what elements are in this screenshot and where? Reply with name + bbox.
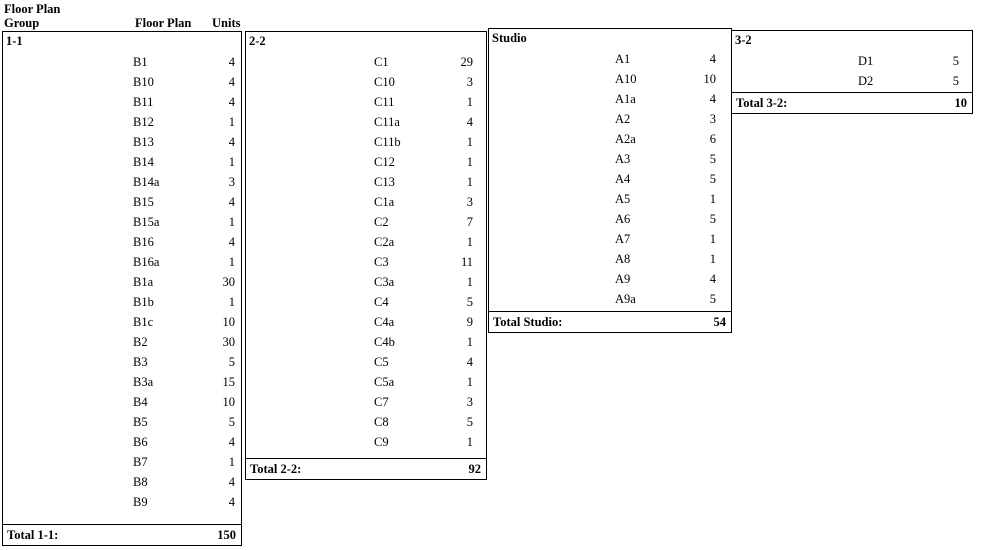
unit-count: 1: [709, 252, 716, 266]
table-row: [489, 229, 733, 249]
floor-plan-name: A3: [615, 152, 631, 166]
floor-plan-name: B15: [133, 195, 154, 209]
unit-count: 5: [952, 74, 959, 88]
group-rows: [3, 52, 243, 512]
unit-count: 1: [709, 192, 716, 206]
floor-plan-name: B1a: [133, 275, 154, 289]
floor-plan-name: B9: [133, 495, 148, 509]
unit-count: 4: [709, 52, 716, 66]
unit-count: 15: [222, 375, 235, 389]
total-value: 150: [217, 528, 236, 542]
floor-plan-name: C1a: [374, 195, 395, 209]
floor-plan-name: B14: [133, 155, 154, 169]
unit-count: 4: [228, 195, 235, 209]
table-row: [3, 432, 243, 452]
floor-plan-name: B7: [133, 455, 148, 469]
floor-plan-name: B8: [133, 475, 148, 489]
table-row: [246, 392, 488, 412]
unit-count: 10: [222, 395, 235, 409]
floor-plan-name: C13: [374, 175, 395, 189]
unit-count: 7: [466, 215, 473, 229]
unit-count: 4: [466, 355, 473, 369]
floor-plan-name: C10: [374, 75, 395, 89]
unit-count: 5: [228, 415, 235, 429]
unit-count: 5: [466, 415, 473, 429]
table-row: [3, 152, 243, 172]
unit-count: 10: [222, 315, 235, 329]
table-row: [246, 372, 488, 392]
floor-plan-name: C3a: [374, 275, 395, 289]
group-total-studio: [488, 311, 732, 333]
table-row: [489, 89, 733, 109]
table-row: [732, 71, 974, 91]
table-row: [246, 432, 488, 452]
table-row: [3, 352, 243, 372]
table-row: [246, 132, 488, 152]
column-header-group-line1: Floor Plan: [4, 2, 61, 16]
floor-plan-name: C7: [374, 395, 389, 409]
floor-plan-name: C4: [374, 295, 389, 309]
floor-plan-name: C5: [374, 355, 389, 369]
unit-count: 3: [466, 395, 473, 409]
unit-count: 3: [709, 112, 716, 126]
floor-plan-name: C4a: [374, 315, 395, 329]
unit-count: 1: [466, 235, 473, 249]
column-header-units: Units: [212, 16, 241, 30]
group-title: 2-2: [249, 34, 266, 48]
unit-count: 4: [228, 435, 235, 449]
floor-plan-name: B10: [133, 75, 154, 89]
unit-count: 4: [228, 495, 235, 509]
table-row: [246, 332, 488, 352]
floor-plan-name: C2a: [374, 235, 395, 249]
table-row: [489, 249, 733, 269]
table-row: [246, 52, 488, 72]
unit-count: 29: [460, 55, 473, 69]
floor-plan-name: A10: [615, 72, 637, 86]
table-row: [489, 209, 733, 229]
unit-count: 1: [228, 455, 235, 469]
table-row: [246, 412, 488, 432]
unit-count: 1: [466, 435, 473, 449]
floor-plan-name: A9: [615, 272, 631, 286]
floor-plan-name: B1c: [133, 315, 154, 329]
total-value: 10: [954, 96, 967, 110]
group-total-3-2: [731, 92, 973, 114]
table-row: [246, 312, 488, 332]
group-block-studio: [488, 28, 732, 313]
table-row: [489, 289, 733, 309]
unit-count: 1: [228, 155, 235, 169]
table-row: [3, 212, 243, 232]
table-row: [3, 112, 243, 132]
unit-count: 5: [466, 295, 473, 309]
table-row: [3, 392, 243, 412]
table-row: [3, 252, 243, 272]
table-row: [3, 52, 243, 72]
table-row: [3, 232, 243, 252]
floor-plan-name: A7: [615, 232, 631, 246]
unit-count: 3: [228, 175, 235, 189]
floor-plan-name: A1: [615, 52, 631, 66]
table-row: [489, 169, 733, 189]
floor-plan-name: C4b: [374, 335, 395, 349]
column-header-floor-plan: Floor Plan: [135, 16, 192, 30]
floor-plan-name: B3: [133, 355, 148, 369]
unit-count: 1: [228, 295, 235, 309]
table-row: [489, 69, 733, 89]
unit-count: 3: [466, 195, 473, 209]
table-row: [246, 192, 488, 212]
unit-count: 11: [460, 255, 473, 269]
floor-plan-name: D1: [858, 54, 874, 68]
total-value: 92: [468, 462, 481, 476]
floor-plan-name: B12: [133, 115, 154, 129]
unit-count: 4: [228, 475, 235, 489]
floor-plan-name: C2: [374, 215, 389, 229]
report-header: [4, 2, 240, 32]
table-row: [246, 172, 488, 192]
table-row: [246, 92, 488, 112]
floor-plan-name: B1b: [133, 295, 154, 309]
floor-plan-name: D2: [858, 74, 874, 88]
unit-count: 1: [466, 275, 473, 289]
group-title: 1-1: [6, 34, 23, 48]
unit-count: 4: [228, 235, 235, 249]
column-header-group-line2: Group: [4, 16, 40, 30]
floor-plan-name: A4: [615, 172, 631, 186]
unit-count: 5: [952, 54, 959, 68]
floor-plan-name: C3: [374, 255, 389, 269]
floor-plan-name: B3a: [133, 375, 154, 389]
floor-plan-name: C9: [374, 435, 389, 449]
table-row: [3, 192, 243, 212]
floor-plan-name: B5: [133, 415, 148, 429]
unit-count: 30: [222, 335, 235, 349]
floor-plan-name: B15a: [133, 215, 160, 229]
floor-plan-name: C11a: [374, 115, 400, 129]
column-header-group: [4, 2, 124, 30]
group-total-2-2: [245, 458, 487, 480]
group-rows: [732, 51, 974, 91]
floor-plan-name: A2: [615, 112, 631, 126]
total-value: 54: [713, 315, 726, 329]
unit-count: 3: [466, 75, 473, 89]
floor-plan-name: A6: [615, 212, 631, 226]
table-row: [246, 72, 488, 92]
table-row: [246, 212, 488, 232]
unit-count: 1: [228, 255, 235, 269]
table-row: [246, 152, 488, 172]
group-block-1-1: [2, 31, 242, 527]
table-row: [3, 292, 243, 312]
unit-count: 1: [228, 115, 235, 129]
unit-count: 1: [466, 135, 473, 149]
table-row: [3, 272, 243, 292]
table-row: [489, 189, 733, 209]
floor-plan-name: B16a: [133, 255, 160, 269]
floor-plan-name: B6: [133, 435, 148, 449]
unit-count: 4: [709, 272, 716, 286]
unit-count: 5: [709, 212, 716, 226]
floor-plan-name: A2a: [615, 132, 636, 146]
table-row: [3, 172, 243, 192]
floor-plan-name: A9a: [615, 292, 636, 306]
floor-plan-name: B13: [133, 135, 154, 149]
table-row: [3, 372, 243, 392]
floor-plan-name: B16: [133, 235, 154, 249]
floor-plan-name: C11b: [374, 135, 401, 149]
group-rows: [489, 49, 733, 309]
table-row: [246, 272, 488, 292]
floor-plan-name: B14a: [133, 175, 160, 189]
table-row: [3, 72, 243, 92]
unit-count: 5: [709, 152, 716, 166]
unit-count: 4: [228, 75, 235, 89]
table-row: [489, 149, 733, 169]
floor-plan-name: C11: [374, 95, 395, 109]
floor-plan-name: C1: [374, 55, 389, 69]
table-row: [489, 129, 733, 149]
group-total-1-1: [2, 524, 242, 546]
table-row: [3, 92, 243, 112]
unit-count: 30: [222, 275, 235, 289]
group-title: Studio: [492, 31, 527, 45]
unit-count: 1: [228, 215, 235, 229]
table-row: [246, 252, 488, 272]
table-row: [246, 112, 488, 132]
unit-count: 1: [709, 232, 716, 246]
unit-count: 10: [703, 72, 716, 86]
table-row: [732, 51, 974, 71]
unit-count: 1: [466, 175, 473, 189]
floor-plan-name: C8: [374, 415, 389, 429]
group-block-2-2: [245, 31, 487, 461]
group-block-3-2: [731, 30, 973, 95]
table-row: [246, 232, 488, 252]
floor-plan-name: C5a: [374, 375, 395, 389]
unit-count: 6: [709, 132, 716, 146]
total-label: Total Studio:: [493, 315, 563, 329]
unit-count: 5: [709, 292, 716, 306]
unit-count: 4: [228, 55, 235, 69]
table-row: [3, 412, 243, 432]
unit-count: 1: [466, 335, 473, 349]
floor-plan-name: B2: [133, 335, 148, 349]
unit-count: 1: [466, 375, 473, 389]
floor-plan-name: C12: [374, 155, 395, 169]
table-row: [3, 132, 243, 152]
unit-count: 5: [709, 172, 716, 186]
total-label: Total 1-1:: [7, 528, 59, 542]
floor-plan-name: A5: [615, 192, 631, 206]
table-row: [246, 292, 488, 312]
floor-plan-name: A8: [615, 252, 631, 266]
table-row: [489, 49, 733, 69]
unit-count: 1: [466, 95, 473, 109]
unit-count: 4: [228, 95, 235, 109]
total-label: Total 2-2:: [250, 462, 302, 476]
total-label: Total 3-2:: [736, 96, 788, 110]
table-row: [3, 472, 243, 492]
group-rows: [246, 52, 488, 452]
floor-plan-name: B4: [133, 395, 148, 409]
table-row: [3, 312, 243, 332]
table-row: [246, 352, 488, 372]
table-row: [3, 492, 243, 512]
unit-count: 9: [466, 315, 473, 329]
floor-plan-name: B11: [133, 95, 154, 109]
table-row: [489, 109, 733, 129]
table-row: [3, 332, 243, 352]
unit-count: 4: [228, 135, 235, 149]
table-row: [489, 269, 733, 289]
floor-plan-name: A1a: [615, 92, 636, 106]
group-title: 3-2: [735, 33, 752, 47]
table-row: [3, 452, 243, 472]
unit-count: 5: [228, 355, 235, 369]
unit-count: 4: [709, 92, 716, 106]
unit-count: 4: [466, 115, 473, 129]
unit-count: 1: [466, 155, 473, 169]
floor-plan-name: B1: [133, 55, 148, 69]
